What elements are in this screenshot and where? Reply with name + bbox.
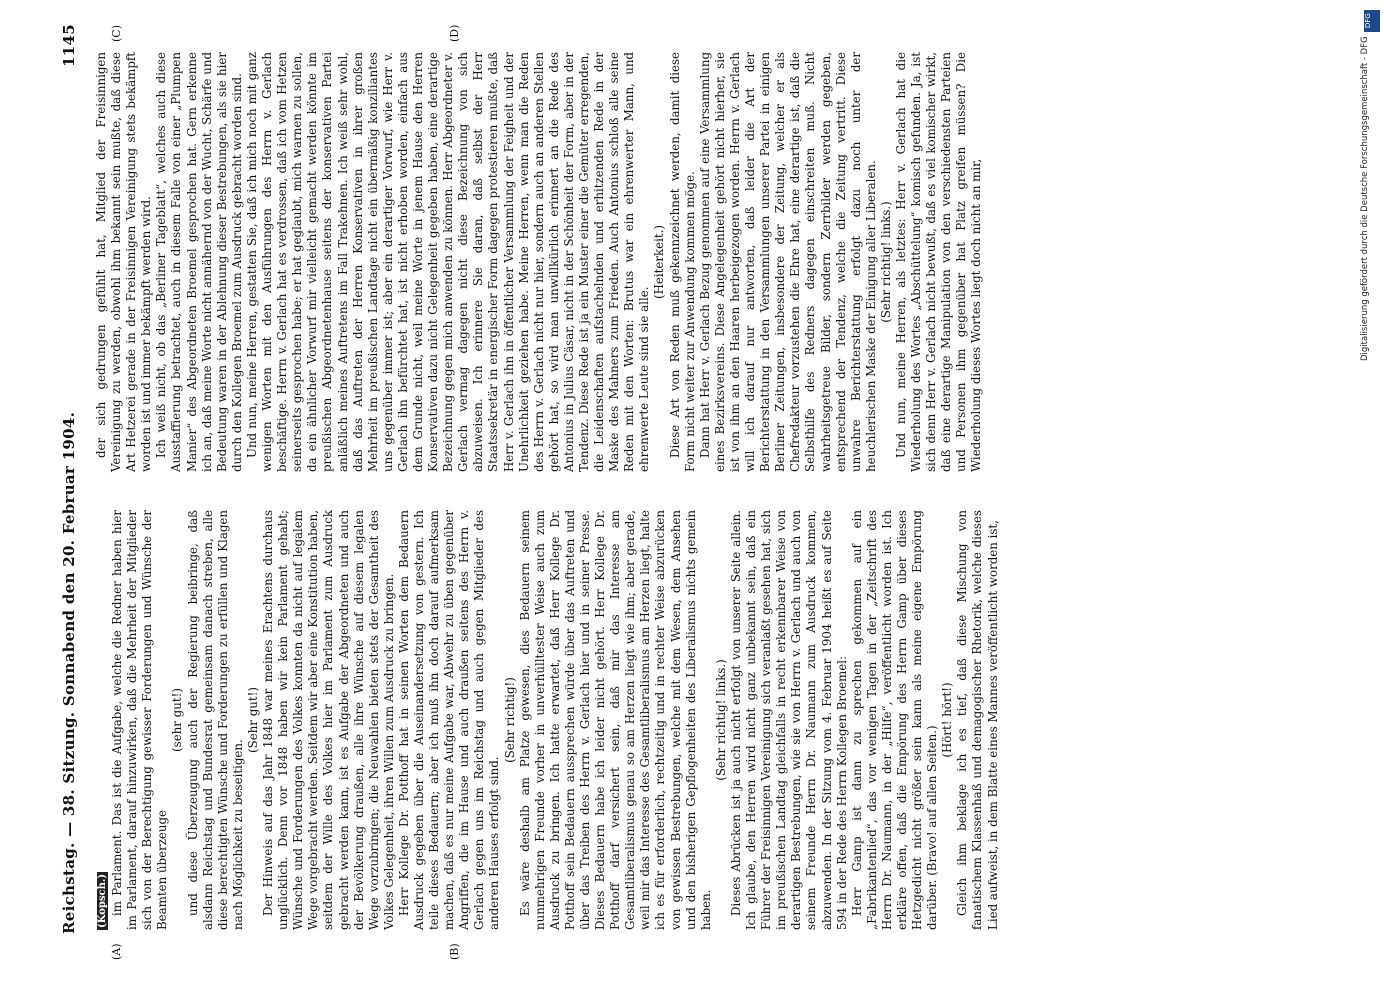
text-column-right <box>94 52 1284 472</box>
margin-mark-d: (D) <box>448 24 461 42</box>
paragraph: Und nun, meine Herren, als letztes: Herr v. Gerlach hat die Wiederholung des Wortes „Abschüttelung“ komisch gefunden. Ja, ist sich denn Herr v. Gerlach nicht bewußt, daß es viel komischer wirkt, daß eine derartige Manipulation von den verschiedensten Parteien und Personen ihm gegenüber hat Platz greifen müssen? Die Wiederholung dieses Wortes liegt doch nicht an mir, <box>893 52 984 472</box>
speaker-tag: (Kopsch.) <box>97 873 108 928</box>
paragraph: (Sehr richtig!) <box>502 677 517 763</box>
paragraph: Und nun, meine Herren, gestatten Sie, daß ich mich noch mit ganz wenigen Worten mit den Ausführungen des Herrn v. Gerlach beschäftige. Herrn v. Gerlach hat es verdrossen, daß ich vom Hetzen seinerseits gesprochen habe; er hat geglaubt, mich warnen zu sollen, da ein ähnlicher Vorwurf mir vielleicht gemacht werden könnte im preußischen Abgeordnetenhause seitens der konservativen Partei anläßlich meines Auftretens im Fall Trakehnen. Ich weiß sehr wohl, daß das Auftreten der Herren Konservativen in ihrer großen Mehrheit im preußischen Landtage nicht ein übermäßig konziliantes uns gegenüber immer ist; aber ein derartiger Vorwurf, wie Herr v. Gerlach ihn befürchtet hat, ist nicht erhoben worden, einfach aus dem Grunde nicht, weil meine Worte in jenem Hause den Herren Konservativen dazu nicht Gelegenheit gegeben haben, eine derartige Bezeichnung gegen mich anwenden zu können. Herr Abgeordneter v. Gerlach vermag dagegen nicht diese Bezeichnung von sich abzuweisen. Ich erinnere Sie daran, daß selbst der Herr Staatssekretär in energischer Form dagegen protestieren mußte, daß Herr v. Gerlach ihn in öffentlicher Versammlung der Feigheit und der Unehrlichkeit geziehen habe. Meine Herren, wenn man die Reden des Herrn v. Gerlach nicht nur hier, sondern auch an anderen Stellen gehört hat, so wird man unwillkürlich erinnert an die Rede des Antonius in Julius Cäsar, nicht in der Schönheit der Form, aber in der Tendenz. Diese Rede ist ja ein Muster einer die Gemüter erregenden, die Leidenschaften aufstachelnden und erhitzenden Rede in der Maske des Mahners zum Frieden. Auch Antonius schloß alle seine Reden mit den Worten: Brutus war ein ehrenwerter Mann, und ehrenwerte Leute sind sie alle. <box>244 52 652 472</box>
digitization-credit: Digitalisierung gefördert durch die Deutsche Forschungsgemeinschaft - DFG <box>1360 36 1370 361</box>
paragraph: Ich weiß nicht, ob das „Berliner Tageblatt“, welches auch diese Ausstaffierung betrachtet, auch in diesem Falle von einer „Plumpen Manier“ des Abgeordneten Broemel gesprochen hat. Gern erkenne ich an, daß meine Worte nicht annähernd von der Wucht, Schärfe und Bedeutung waren in der Ablehnung dieser Bestrebungen, als sie hier durch den Kollegen Broemel zum Ausdruck gebracht worden sind. <box>154 52 244 472</box>
paragraph: Dann hat Herr v. Gerlach Bezug genommen auf eine Versammlung eines Bezirksvereins. Diese Angelegenheit gehört nicht hierher, sie ist von ihm an den Haaren herbeigezogen worden. Herrn v. Gerlach will ich darauf nur antworten, daß leider die Art der Berichterstattung in den Versammlungen unserer Partei in einigen Berliner Zeitungen, insbesondere der Zeitung, welcher er als Chefredakteur vorzustehen die Ehre hat, eine derartige ist, daß die Selbsthilfe des Redners dagegen einschreiten muß. Nicht wahrheitsgetreue Bilder, sondern Zerrbilder werden gegeben, entsprechend der Tendenz, welche die Zeitung vertritt. Diese unwahre Berichterstattung erfolgt dazu noch unter der heuchlerischen Maske der Einigung aller Liberalen. <box>697 52 878 472</box>
paragraph: der sich gedrungen gefühlt hat, Mitglied der Freisinnigen Vereinigung zu werden, obwohl ihm bekannt sein mußte, daß diese Art Hetzerei gerade in der Freisinnigen Vereinigung stets bekämpft worden ist und immer bekämpft werden wird. <box>94 52 154 472</box>
margin-mark-b: (B) <box>448 943 461 960</box>
paragraph: Herr Kollege Dr. Potthoff hat in seinen Worten dem Bedauern Ausdruck gegeben über die Auseinandersetzung von gestern. Ich teile dieses Bedauern; aber ich muß ihn doch darauf aufmerksam machen, daß es nur meine Aufgabe war, Abwehr zu üben gegenüber Angriffen, die im Hause und auch draußen seitens des Herrn v. Gerlach gegen uns im Reichstag und auch gegen Mitglieder des anderen Hauses erfolgt sind. <box>396 510 502 930</box>
paragraph: Gleich ihm beklage ich es tief, daß diese Mischung von fanatischem Klassenhaß und demagogischer Rhetorik, welche dieses Lied aufweist, in dem Blatte eines Mannes veröffentlicht worden ist, <box>955 510 1000 930</box>
paragraph: Der Hinweis auf das Jahr 1848 war meines Erachtens durchaus unglücklich. Denn vor 1848 haben wir kein Parlament gehabt; Wünsche und Forderungen des Volkes konnten da nicht auf legalem Wege vorgebracht werden. Seitdem wir aber eine Konstitution haben, seitdem der Wille des Volkes hier im Parlament zum Ausdruck gebracht werden kann, ist es Aufgabe der Abgeordneten und auch der Bevölkerung draußen, alle ihre Wünsche auf diesem legalen Wege vorzubringen; die Neuwahlen bieten stets der Gesamtheit des Volkes Gelegenheit, ihren Willen zum Ausdruck zu bringen. <box>261 510 396 930</box>
margin-mark-a: (A) <box>110 943 123 960</box>
paragraph: (Sehr richtig! links.) <box>713 659 728 781</box>
dfg-logo: DFG <box>1364 10 1380 32</box>
paragraph: Diese Art von Reden muß gekennzeichnet werden, damit diese Form nicht weiter zur Anwendung kommen möge. <box>667 52 697 472</box>
paragraph: (Heiterkeit.) <box>652 225 667 300</box>
header-title: Reichstag. — 38. Sitzung. Sonnabend den 20. Februar 1904. <box>60 411 78 934</box>
paragraph: (sehr gut!) <box>170 688 185 752</box>
page-number: 1145 <box>60 24 78 67</box>
paragraph: und diese Überzeugung auch der Regierung beibringe, daß alsdann Reichstag und Bundesrat gemeinsam danach streben, alle diese berechtigten Wünsche und Forderungen zu erfüllen und Klagen nach Möglichkeit zu beseitigen. <box>185 510 245 930</box>
paragraph: Dieses Abrücken ist ja auch nicht erfolgt von unserer Seite allein. Ich glaube, den Herren wird nicht ganz unbekannt sein, daß ein Führer der Freisinnigen Vereinigung sich veranlaßt gesehen hat, sich im preußischen Landtag gleichfalls in recht erkennbarer Weise von derartigen Bestrebungen, wie sie von Herrn v. Gerlach und auch von seinem Freunde Herrn Dr. Naumann zum Ausdruck kommen, abzuwenden. In der Sitzung vom 4. Februar 1904 heißt es auf Seite 594 in der Rede des Herrn Kollegen Broemel: <box>728 510 849 930</box>
paragraph: im Parlament. Das ist die Aufgabe, welche die Redner haben hier im Parlament, darauf hinzuwirken, daß die Mehrheit der Mitglieder sich von der Berechtigung gewisser Forderungen und Wünsche der Beamten überzeuge <box>110 510 170 930</box>
paragraph: (Sehr richtig! links.) <box>878 201 893 323</box>
paragraph: Herr Gamp ist dann zu sprechen gekommen auf ein „Fabrikantenlied“, das vor wenigen Tagen in der „Zeitschrift des Herrn Dr. Naumann, in der „Hilfe“, veröffentlicht worden ist. Ich erkläre offen, daß die Empörung des Herrn Gamp über dieses Hetzgedicht nicht größer sein kann als meine eigene Empörung darüber. (Bravo! auf allen Seiten.) <box>849 510 940 930</box>
paragraph: (Hört! hört!) <box>940 682 955 758</box>
margin-mark-c: (C) <box>110 25 123 42</box>
running-header <box>58 24 84 964</box>
paragraph: (Sehr gut!) <box>245 687 260 753</box>
paragraph: Es wäre deshalb am Platze gewesen, dies Bedauern seinem nunmehrigen Freunde vorher in unverhülltester Weise auch zum Ausdruck zu bringen. Ich hatte erwartet, daß Herr Kollege Dr. Potthoff sein Bedauern aussprechen würde über das Auftreten und über das Treiben des Herrn v. Gerlach hier und in seiner Presse. Dieses Bedauern habe ich leider nicht gehört. Herr Kollege Dr. Potthoff darf versichert sein, daß mir das Interesse am Gesamtliberalismus genau so am Herzen liegt wie ihm; aber gerade, weil mir das Interesse des Gesamtliberalismus am Herzen liegt, halte ich es für erforderlich, rechtzeitig und in rechter Weise abzurücken von gewissen Bestrebungen, welche mit dem Wesen, dem Ansehen und den bisherigen Gepflogenheiten des Liberalismus nichts gemein haben. <box>517 510 713 930</box>
text-column-left <box>94 510 1284 930</box>
